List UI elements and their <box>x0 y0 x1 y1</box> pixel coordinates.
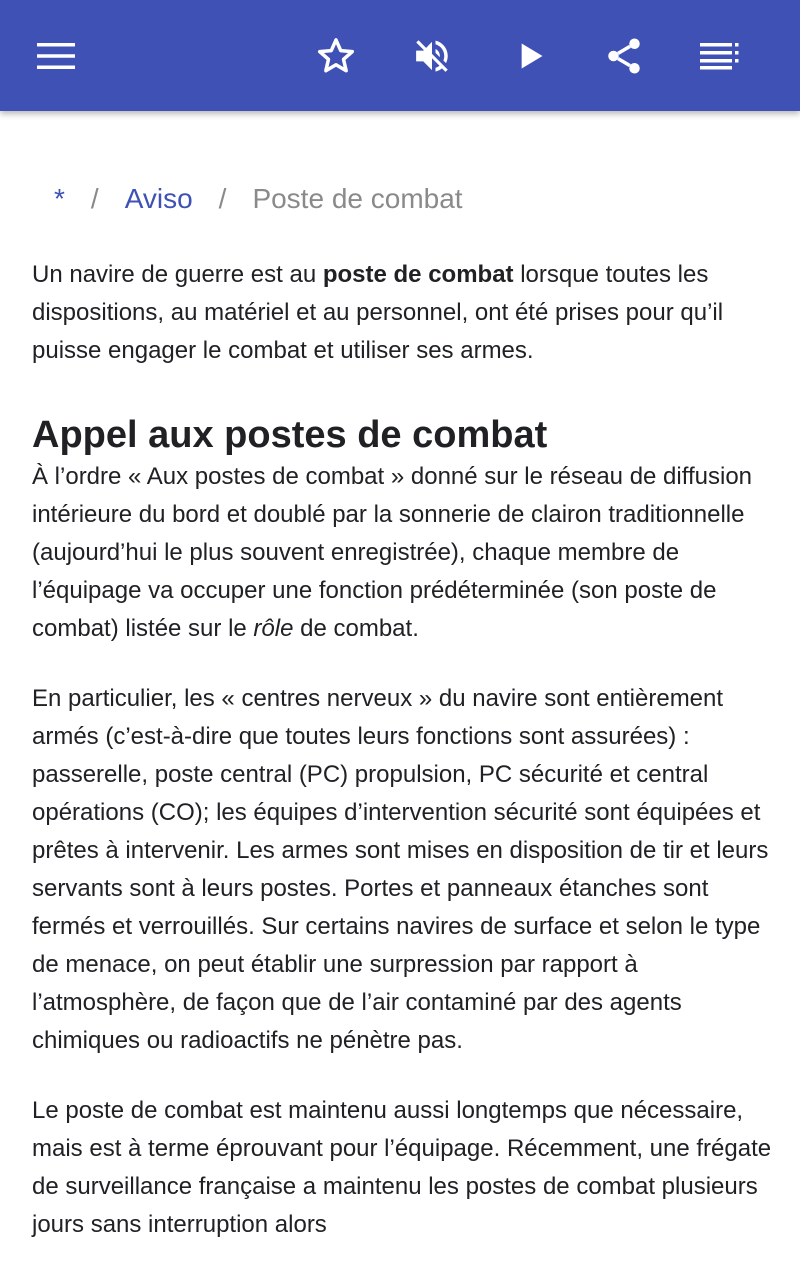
play-icon <box>510 36 550 76</box>
star-icon <box>315 35 357 77</box>
paragraph: À l’ordre « Aux postes de combat » donné sur le réseau de diffusion intérieure du bord et doublé par la sonnerie de clairon traditionnelle (aujourd’hui le plus souvent enregistrée), chaque membre de l’équipage va occuper une fonction prédéterminée (son poste de combat) listée sur le rôle de combat. <box>32 463 753 642</box>
article-content[interactable] <box>0 111 800 1280</box>
app-bar <box>0 0 800 111</box>
menu-button[interactable] <box>28 28 84 84</box>
share-icon <box>603 35 645 77</box>
volume-off-icon <box>411 35 453 77</box>
playlist-icon <box>700 42 740 70</box>
mute-button[interactable] <box>404 28 460 84</box>
menu-icon <box>37 42 75 70</box>
paragraph: En particulier, les « centres nerveux » du navire sont entièrement armés (c’est-à-dire que toutes leurs fonctions sont assurées) : passerelle, poste central (PC) propulsion, PC sécurité et central opérations (CO); les équipes d’intervention sécurité sont équipées et prêtes à intervenir. Les armes sont mises en disposition de tir et leurs servants sont à leurs postes. Portes et panneaux étanches sont fermés et verrouillés. Sur certains navires de surface et selon le type de menace, on peut établir une surpression par rapport à l’atmosphère, de façon que de l’air contaminé par des agents chimiques ou radioactifs ne pénètre pas. <box>32 685 769 1054</box>
breadcrumb-separator: / <box>90 183 99 214</box>
playlist-button[interactable] <box>692 28 748 84</box>
favorite-button[interactable] <box>308 28 364 84</box>
breadcrumb-current: Poste de combat <box>252 183 463 214</box>
italic-term: rôle <box>253 615 294 642</box>
paragraph: Le poste de combat est maintenu aussi longtemps que nécessaire, mais est à terme éprouvant pour l’équipage. Récemment, une frégate de surveillance française a maintenu les postes de combat plusieurs jours sans interruption alors <box>32 1097 772 1238</box>
share-button[interactable] <box>596 28 652 84</box>
article-body <box>32 256 772 1276</box>
intro-paragraph: Un navire de guerre est au poste de combat lorsque toutes les dispositions, au matériel et au personnel, ont été prises pour qu’il puisse engager le combat et utiliser ses armes. <box>32 261 724 364</box>
breadcrumb-home-link[interactable]: * <box>54 183 65 214</box>
breadcrumb <box>54 181 463 217</box>
intro-bold-term: poste de combat <box>322 261 514 288</box>
breadcrumb-parent-link[interactable]: Aviso <box>124 183 193 214</box>
section-heading: Appel aux postes de combat <box>32 414 548 456</box>
breadcrumb-separator: / <box>218 183 227 214</box>
play-button[interactable] <box>502 28 558 84</box>
